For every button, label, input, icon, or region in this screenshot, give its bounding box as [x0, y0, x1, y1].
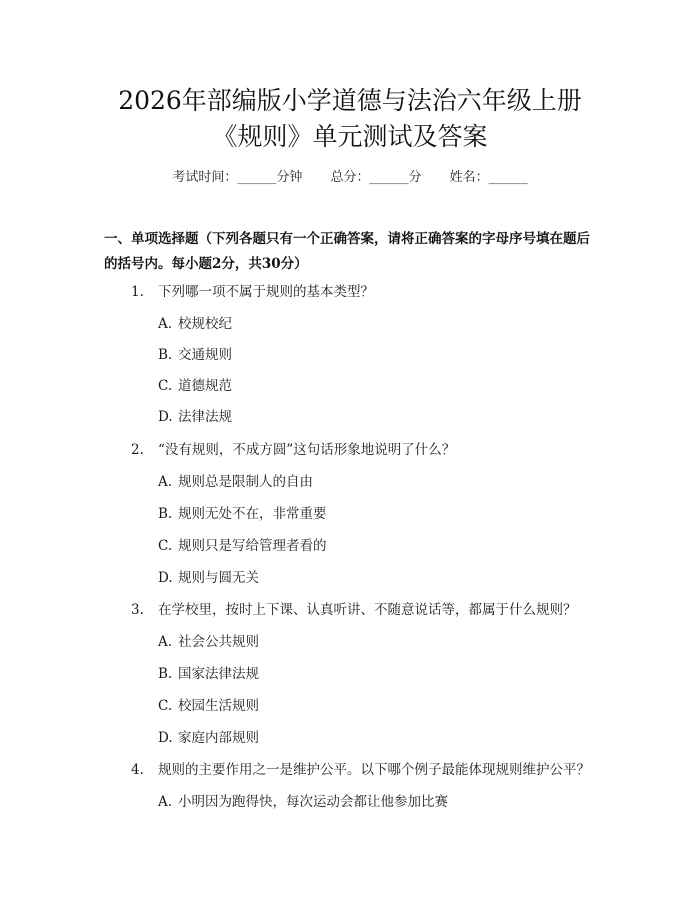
- question-2: [131, 441, 455, 459]
- question-3-option-a: [158, 633, 259, 651]
- question-number: 3.: [131, 602, 144, 618]
- option-text: 规则与圆无关: [178, 570, 259, 586]
- document-title-line1: 2026年部编版小学道德与法治六年级上册: [118, 86, 582, 115]
- option-letter: B.: [158, 347, 173, 363]
- option-letter: B.: [158, 506, 173, 522]
- question-text: 规则的主要作用之一是维护公平。以下哪个例子最能体现规则维护公平？: [158, 762, 590, 778]
- option-letter: C.: [158, 698, 173, 714]
- question-number: 1.: [131, 284, 144, 300]
- question-number: 4.: [131, 762, 144, 778]
- question-3-option-d: [158, 729, 259, 747]
- exam-info: [0, 169, 700, 187]
- question-2-option-c: [158, 537, 327, 555]
- option-text: 小明因为跑得快，每次运动会都让他参加比赛: [178, 794, 448, 810]
- question-number: 2.: [131, 442, 144, 458]
- question-text: “没有规则，不成方圆”这句话形象地说明了什么？: [158, 442, 456, 458]
- student-name-field: 姓名：______: [449, 170, 528, 185]
- section-heading-single-choice: 一、单项选择题（下列各题只有一个正确答案，请将正确答案的字母序号填在题后的括号内。每小题2分，共30分）: [104, 231, 590, 272]
- total-score-field: 总分：______分: [330, 170, 422, 185]
- option-letter: A.: [158, 474, 173, 490]
- option-letter: A.: [158, 634, 173, 650]
- option-text: 交通规则: [178, 347, 232, 363]
- option-text: 规则无处不在，非常重要: [178, 506, 327, 522]
- option-letter: D.: [158, 730, 173, 746]
- option-letter: A.: [158, 794, 173, 810]
- question-3-option-b: [158, 665, 259, 683]
- option-text: 校规校纪: [178, 316, 232, 332]
- option-letter: D.: [158, 570, 173, 586]
- option-letter: C.: [158, 378, 173, 394]
- question-1-option-d: [158, 408, 232, 426]
- question-text: 下列哪一项不属于规则的基本类型？: [158, 284, 374, 300]
- question-1-option-a: [158, 315, 232, 333]
- question-text: 在学校里，按时上下课、认真听讲、不随意说话等，都属于什么规则？: [158, 602, 577, 618]
- question-2-option-b: [158, 505, 327, 523]
- option-letter: D.: [158, 409, 173, 425]
- option-letter: A.: [158, 316, 173, 332]
- question-4-option-a: [158, 793, 448, 811]
- exam-time-field: 考试时间：______分钟: [172, 170, 303, 185]
- question-4: [131, 761, 590, 779]
- option-text: 社会公共规则: [178, 634, 259, 650]
- option-text: 规则只是写给管理者看的: [178, 538, 327, 554]
- question-2-option-a: [158, 473, 313, 491]
- document-title-line2: 《规则》单元测试及答案: [212, 122, 488, 151]
- question-3: [131, 601, 577, 619]
- question-3-option-c: [158, 697, 259, 715]
- option-text: 家庭内部规则: [178, 730, 259, 746]
- option-text: 校园生活规则: [178, 698, 259, 714]
- question-1-option-b: [158, 346, 232, 364]
- option-letter: B.: [158, 666, 173, 682]
- option-text: 法律法规: [178, 409, 232, 425]
- option-letter: C.: [158, 538, 173, 554]
- option-text: 国家法律法规: [178, 666, 259, 682]
- question-1: [131, 283, 374, 301]
- question-2-option-d: [158, 569, 259, 587]
- question-1-option-c: [158, 377, 232, 395]
- option-text: 道德规范: [178, 378, 232, 394]
- option-text: 规则总是限制人的自由: [178, 474, 313, 490]
